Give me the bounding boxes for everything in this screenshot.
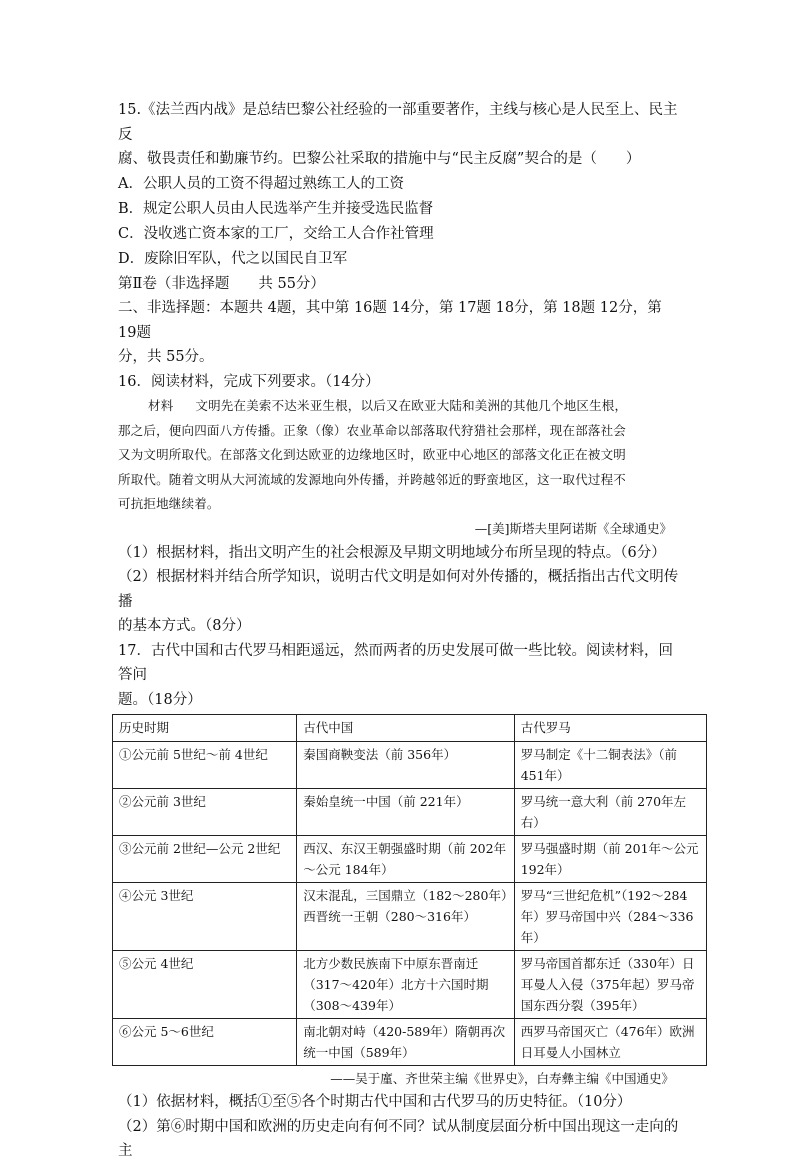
q16-stem: 16．阅读材料，完成下列要求。（14分） xyxy=(118,373,380,390)
table-row xyxy=(113,951,707,1019)
table-row xyxy=(113,883,707,951)
table-cell-rome: 罗马强盛时期（前 201年～公元 192年） xyxy=(514,836,706,883)
q16-sub2-line2: 的基本方式。（8分） xyxy=(118,618,251,634)
q15-option-d: D．废除旧军队，代之以国民自卫军 xyxy=(118,250,348,267)
q15-option-c: C．没收逃亡资本家的工厂，交给工人合作社管理 xyxy=(118,225,434,242)
header-ancient-china: 古代中国 xyxy=(297,715,514,742)
table-cell-period: ⑥公元 5～6世纪 xyxy=(113,1019,297,1066)
q16-material-line3: 又为文明所取代。在部落文化到达欧亚的边缘地区时，欧亚中心地区的部落文化正在被文明 xyxy=(118,447,627,462)
table-row xyxy=(113,789,707,836)
table-header-row xyxy=(113,715,707,742)
q15-option-a: A．公职人员的工资不得超过熟练工人的工资 xyxy=(118,175,404,192)
part2-instruction-line1: 二、非选择题：本题共 4题，其中第 16题 14分，第 17题 18分，第 18题 12分，第 19题 xyxy=(118,300,662,341)
q16-material-line2: 那之后，便向四面八方传播。正象（像）农业革命以部落取代狩猎社会那样，现在部落社会 xyxy=(118,422,627,438)
q16-source: —[美]斯塔夫里阿诺斯《全球通史》 xyxy=(474,520,672,536)
q16-material-line5: 可抗拒地继续着。 xyxy=(118,496,220,511)
part2-title: 第Ⅱ卷（非选择题 共 55分） xyxy=(118,275,325,292)
table-cell-rome: 罗马制定《十二铜表法》（前 451年） xyxy=(514,742,706,789)
q17-sub1: （1）依据材料，概括①至⑤各个时期古代中国和古代罗马的历史特征。（10分） xyxy=(118,1094,632,1110)
table-cell-period: ②公元前 3世纪 xyxy=(113,789,297,836)
history-comparison-table xyxy=(112,714,707,1066)
q16-sub2-line1: （2）根据材料并结合所学知识，说明古代文明是如何对外传播的，概括指出古代文明传播 xyxy=(118,569,679,610)
table-cell-china: 汉末混乱，三国鼎立（182～280年）西晋统一王朝（280～316年） xyxy=(297,883,514,951)
table-cell-china: 秦始皇统一中国（前 221年） xyxy=(297,789,514,836)
table-row xyxy=(113,836,707,883)
q15-stem-line2: 腐、敬畏责任和勤廉节约。巴黎公社采取的措施中与“民主反腐”契合的是（ ） xyxy=(118,151,641,167)
q16-material-line4: 所取代。随着文明从大河流域的发源地向外传播，并跨越邻近的野蛮地区，这一取代过程不 xyxy=(118,471,627,487)
table-row xyxy=(113,1019,707,1066)
table-cell-china: 秦国商鞅变法（前 356年） xyxy=(297,742,514,789)
table-cell-period: ③公元前 2世纪—公元 2世纪 xyxy=(113,836,297,883)
table-cell-period: ①公元前 5世纪～前 4世纪 xyxy=(113,742,297,789)
table-cell-china: 北方少数民族南下中原东晋南迁（317～420年）北方十六国时期（308～439年） xyxy=(297,951,514,1019)
q17-sub2: （2）第⑥时期中国和欧洲的历史走向有何不同？试从制度层面分析中国出现这一走向的主 xyxy=(118,1118,679,1159)
table-cell-rome: 罗马统一意大利（前 270年左右） xyxy=(514,789,706,836)
q15-option-b: B．规定公职人员由人民选举产生并接受选民监督 xyxy=(118,200,434,217)
part2-instruction-line2: 分，共 55分。 xyxy=(118,349,214,365)
table-cell-china: 南北朝对峙（420-589年）隋朝再次统一中国（589年） xyxy=(297,1019,514,1066)
q15-stem-line1: 15.《法兰西内战》是总结巴黎公社经验的一部重要著作，主线与核心是人民至上、民主反 xyxy=(118,102,678,143)
table-cell-rome: 罗马帝国首都东迁（330年）日耳曼人入侵（375年起）罗马帝国东西分裂（395年） xyxy=(514,951,706,1019)
q16-material-text1: 文明先在美索不达米亚生根，以后又在欧亚大陆和美洲的其他几个地区生根， xyxy=(195,398,628,413)
header-period: 历史时期 xyxy=(113,715,297,742)
exam-page xyxy=(118,98,699,1164)
table-cell-period: ⑤公元 4世纪 xyxy=(113,951,297,1019)
table-cell-period: ④公元 3世纪 xyxy=(113,883,297,951)
q17-stem-line1: 17．古代中国和古代罗马相距遥远，然而两者的历史发展可做一些比较。阅读材料，回答问 xyxy=(118,642,673,683)
table-row xyxy=(113,742,707,789)
q16-material-line1 xyxy=(118,394,684,419)
header-ancient-rome: 古代罗马 xyxy=(514,715,706,742)
q16-sub1: （1）根据材料，指出文明产生的社会根源及早期文明地域分布所呈现的特点。（6分） xyxy=(118,544,666,561)
q17-stem-line2: 题。（18分） xyxy=(118,691,202,708)
table-cell-rome: 西罗马帝国灭亡（476年）欧洲日耳曼人小国林立 xyxy=(514,1019,706,1066)
q16-material-label: 材料 xyxy=(148,398,174,413)
q17-source: ——吴于廑、齐世荣主编《世界史》，白寿彝主编《中国通史》 xyxy=(330,1071,674,1086)
table-cell-rome: 罗马“三世纪危机”（192～284年）罗马帝国中兴（284～336年） xyxy=(514,883,706,951)
table-cell-china: 西汉、东汉王朝强盛时期（前 202年～公元 184年） xyxy=(297,836,514,883)
